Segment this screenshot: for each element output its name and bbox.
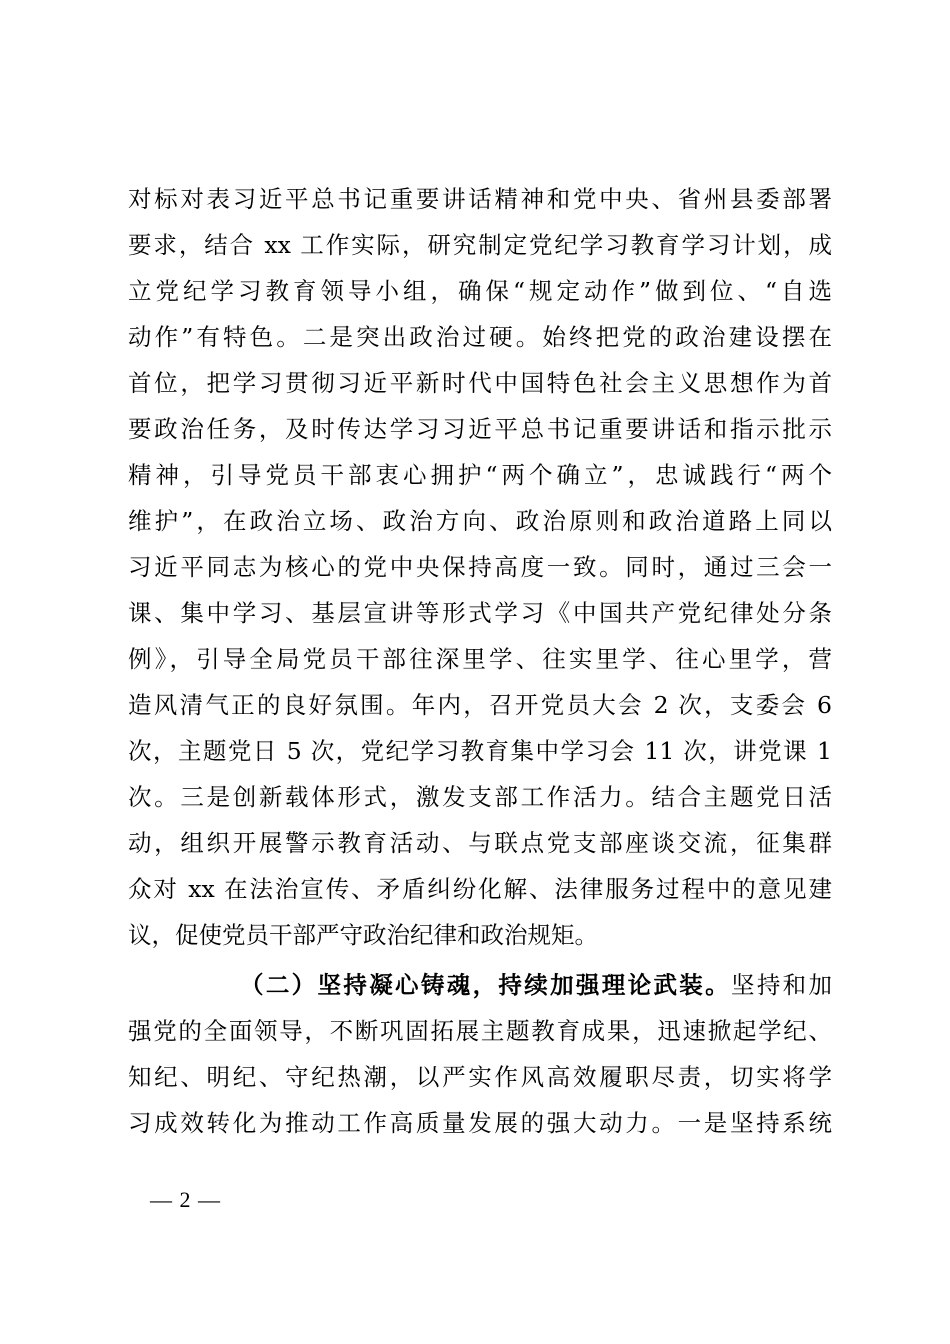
text-line: 动，组织开展警示教育活动、与联点党支部座谈交流，征集群: [128, 829, 832, 857]
text-line: 维护”，在政治立场、政治方向、政治原则和政治道路上同以: [128, 507, 832, 535]
text-line: 造风清气正的良好氛围。年内，召开党员大会 2 次，支委会 6: [128, 691, 832, 719]
text-line: 立党纪学习教育领导小组，确保“规定动作”做到位、“自选: [128, 277, 832, 305]
text-line: 议，促使党员干部严守政治纪律和政治规矩。: [128, 921, 598, 949]
text-line: 课、集中学习、基层宣讲等形式学习《中国共产党纪律处分条: [128, 599, 832, 627]
text-line: 精神，引导党员干部衷心拥护“两个确立”，忠诚践行“两个: [128, 461, 832, 489]
text-line: 次。三是创新载体形式，激发支部工作活力。结合主题党日活: [128, 783, 832, 811]
text-line: 对标对表习近平总书记重要讲话精神和党中央、省州县委部署: [128, 185, 832, 213]
text-line: 首位，把学习贯彻习近平新时代中国特色社会主义思想作为首: [128, 369, 832, 397]
page-number: — 2 —: [150, 1187, 221, 1212]
text-line: 要求，结合 xx 工作实际，研究制定党纪学习教育学习计划，成: [128, 231, 832, 259]
text-line: 强党的全面领导，不断巩固拓展主题教育成果，迅速掀起学纪、: [128, 1017, 832, 1045]
section-heading-continuation: 坚持和加: [730, 971, 833, 999]
text-line: 次，主题党日 5 次，党纪学习教育集中学习会 11 次，讲党课 1: [128, 737, 832, 765]
text-line: 习近平同志为核心的党中央保持高度一致。同时，通过三会一: [128, 553, 832, 581]
text-line: 众对 xx 在法治宣传、矛盾纠纷化解、法律服务过程中的意见建: [128, 875, 832, 903]
text-line: 动作”有特色。二是突出政治过硬。始终把党的政治建设摆在: [128, 323, 832, 351]
text-line: 要政治任务，及时传达学习习近平总书记重要讲话和指示批示: [128, 415, 832, 443]
section-heading-line: [128, 966, 832, 1012]
section-heading: （二）坚持凝心铸魂，持续加强理论武装。: [240, 971, 731, 999]
text-line: 知纪、明纪、守纪热潮，以严实作风高效履职尽责，切实将学: [128, 1063, 832, 1091]
text-line: 习成效转化为推动工作高质量发展的强大动力。一是坚持系统: [128, 1109, 832, 1137]
text-line: 例》，引导全局党员干部往深里学、往实里学、往心里学，营: [128, 645, 832, 673]
document-body: [128, 180, 832, 1150]
